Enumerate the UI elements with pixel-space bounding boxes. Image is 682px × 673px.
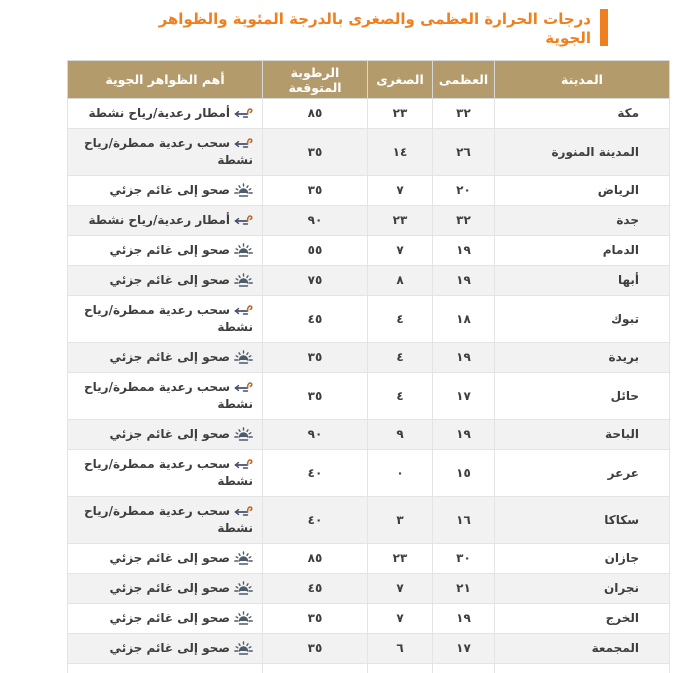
thunderstorm-wind-icon xyxy=(234,456,253,472)
table-row xyxy=(68,129,670,176)
humidity-cell: ٣٥ xyxy=(263,176,368,206)
phenomena-text: أمطار رعدية/رياح نشطة xyxy=(88,106,230,120)
sun-over-horizon-icon xyxy=(234,610,253,626)
min-temp-cell: ٣ xyxy=(368,497,433,544)
max-temp-cell: ٣٢ xyxy=(433,206,495,236)
city-cell: الرياض xyxy=(495,176,670,206)
min-temp-cell: ٧ xyxy=(368,176,433,206)
cutoff-row xyxy=(68,664,670,673)
humidity-cell: ٧٥ xyxy=(263,266,368,296)
city-cell: جازان xyxy=(495,544,670,574)
phenomena-cell xyxy=(68,266,263,296)
max-temp-cell: ٢٦ xyxy=(433,129,495,176)
thunderstorm-wind-icon xyxy=(234,105,253,121)
phenomena-text: سحب رعدية ممطرة/رياح نشطة xyxy=(84,136,253,167)
sun-over-horizon-icon xyxy=(234,349,253,365)
table-row xyxy=(68,450,670,497)
phenomena-text: سحب رعدية ممطرة/رياح نشطة xyxy=(84,504,253,535)
max-temp-cell: ١٧ xyxy=(433,373,495,420)
min-temp-cell: ٢٣ xyxy=(368,544,433,574)
page-title: درجات الحرارة العظمى والصغرى بالدرجة المئوية والظواهر الجوية xyxy=(158,10,591,47)
phenomena-cell xyxy=(68,176,263,206)
max-temp-cell: ١٨ xyxy=(433,296,495,343)
table-row xyxy=(68,420,670,450)
col-header-humidity: الرطوبة المتوقعة xyxy=(263,61,368,99)
city-cell: الباحة xyxy=(495,420,670,450)
min-temp-cell: ٤ xyxy=(368,373,433,420)
min-temp-cell: ٠ xyxy=(368,450,433,497)
max-temp-cell: ١٧ xyxy=(433,634,495,664)
thunderstorm-wind-icon xyxy=(234,302,253,318)
table-row xyxy=(68,343,670,373)
max-temp-cell: ١٩ xyxy=(433,343,495,373)
sun-over-horizon-icon xyxy=(234,580,253,596)
phenomena-text: سحب رعدية ممطرة/رياح نشطة xyxy=(84,380,253,411)
thunderstorm-wind-icon xyxy=(234,379,253,395)
phenomena-text: صحو إلى غائم جزئي xyxy=(109,273,230,287)
table-row xyxy=(68,497,670,544)
phenomena-text: صحو إلى غائم جزئي xyxy=(109,427,230,441)
city-cell: عرعر xyxy=(495,450,670,497)
min-temp-cell: ٧ xyxy=(368,604,433,634)
table-row xyxy=(68,373,670,420)
min-temp-cell: ٤ xyxy=(368,343,433,373)
max-temp-cell: ١٦ xyxy=(433,497,495,544)
sun-over-horizon-icon xyxy=(234,426,253,442)
city-cell: تبوك xyxy=(495,296,670,343)
table-row xyxy=(68,266,670,296)
phenomena-cell xyxy=(68,634,263,664)
phenomena-text: صحو إلى غائم جزئي xyxy=(109,641,230,655)
min-temp-cell: ٧ xyxy=(368,236,433,266)
table-row xyxy=(68,99,670,129)
humidity-cell: ٥٥ xyxy=(263,236,368,266)
phenomena-cell xyxy=(68,497,263,544)
humidity-cell: ٤٥ xyxy=(263,296,368,343)
min-temp-cell: ٢٣ xyxy=(368,206,433,236)
city-cell: نجران xyxy=(495,574,670,604)
phenomena-cell xyxy=(68,236,263,266)
city-cell: أبها xyxy=(495,266,670,296)
max-temp-cell: ١٥ xyxy=(433,450,495,497)
max-temp-cell: ١٩ xyxy=(433,420,495,450)
humidity-cell: ٣٥ xyxy=(263,129,368,176)
table-header xyxy=(68,61,670,99)
city-cell: بريدة xyxy=(495,343,670,373)
phenomena-cell xyxy=(68,129,263,176)
humidity-cell: ٨٥ xyxy=(263,99,368,129)
humidity-cell: ٤٠ xyxy=(263,497,368,544)
table-row xyxy=(68,296,670,343)
page-title-block xyxy=(0,9,608,48)
min-temp-cell: ١٤ xyxy=(368,129,433,176)
phenomena-cell xyxy=(68,604,263,634)
max-temp-cell: ١٩ xyxy=(433,236,495,266)
thunderstorm-wind-icon xyxy=(234,212,253,228)
city-cell: المجمعة xyxy=(495,634,670,664)
humidity-cell: ٣٥ xyxy=(263,343,368,373)
phenomena-text: أمطار رعدية/رياح نشطة xyxy=(88,213,230,227)
table-row xyxy=(68,206,670,236)
humidity-cell: ٩٠ xyxy=(263,420,368,450)
min-temp-cell: ٦ xyxy=(368,634,433,664)
city-cell: مكة xyxy=(495,99,670,129)
phenomena-cell xyxy=(68,574,263,604)
humidity-cell: ٣٥ xyxy=(263,373,368,420)
sun-over-horizon-icon xyxy=(234,242,253,258)
weather-table xyxy=(67,60,670,673)
thunderstorm-wind-icon xyxy=(234,135,253,151)
humidity-cell: ٣٥ xyxy=(263,634,368,664)
phenomena-text: سحب رعدية ممطرة/رياح نشطة xyxy=(84,457,253,488)
table-row xyxy=(68,574,670,604)
sun-over-horizon-icon xyxy=(234,640,253,656)
min-temp-cell: ٤ xyxy=(368,296,433,343)
max-temp-cell: ١٩ xyxy=(433,604,495,634)
phenomena-text: صحو إلى غائم جزئي xyxy=(109,243,230,257)
min-temp-cell: ٢٣ xyxy=(368,99,433,129)
phenomena-cell xyxy=(68,544,263,574)
city-cell: المدينة المنورة xyxy=(495,129,670,176)
sun-over-horizon-icon xyxy=(234,550,253,566)
max-temp-cell: ١٩ xyxy=(433,266,495,296)
phenomena-cell xyxy=(68,206,263,236)
city-cell: حائل xyxy=(495,373,670,420)
col-header-min-temp: الصغرى xyxy=(368,61,433,99)
city-cell: الخرج xyxy=(495,604,670,634)
humidity-cell: ٤٠ xyxy=(263,450,368,497)
phenomena-cell xyxy=(68,99,263,129)
thunderstorm-wind-icon xyxy=(234,503,253,519)
phenomena-text: صحو إلى غائم جزئي xyxy=(109,350,230,364)
table-row xyxy=(68,176,670,206)
phenomena-text: سحب رعدية ممطرة/رياح نشطة xyxy=(84,303,253,334)
max-temp-cell: ٣٠ xyxy=(433,544,495,574)
humidity-cell: ٨٥ xyxy=(263,544,368,574)
min-temp-cell: ٩ xyxy=(368,420,433,450)
phenomena-text: صحو إلى غائم جزئي xyxy=(109,551,230,565)
phenomena-cell xyxy=(68,343,263,373)
table-row xyxy=(68,236,670,266)
table-row xyxy=(68,544,670,574)
humidity-cell: ٤٥ xyxy=(263,574,368,604)
max-temp-cell: ٢٠ xyxy=(433,176,495,206)
table-row xyxy=(68,634,670,664)
phenomena-text: صحو إلى غائم جزئي xyxy=(109,581,230,595)
min-temp-cell: ٨ xyxy=(368,266,433,296)
phenomena-text: صحو إلى غائم جزئي xyxy=(109,611,230,625)
sun-over-horizon-icon xyxy=(234,272,253,288)
table-row xyxy=(68,604,670,634)
min-temp-cell: ٧ xyxy=(368,574,433,604)
col-header-max-temp: العظمى xyxy=(433,61,495,99)
col-header-city: المدينة xyxy=(495,61,670,99)
city-cell: جدة xyxy=(495,206,670,236)
phenomena-cell xyxy=(68,450,263,497)
phenomena-cell xyxy=(68,420,263,450)
humidity-cell: ٩٠ xyxy=(263,206,368,236)
phenomena-cell xyxy=(68,373,263,420)
city-cell: الدمام xyxy=(495,236,670,266)
sun-over-horizon-icon xyxy=(234,182,253,198)
phenomena-cell xyxy=(68,296,263,343)
max-temp-cell: ٢١ xyxy=(433,574,495,604)
humidity-cell: ٣٥ xyxy=(263,604,368,634)
city-cell: سكاكا xyxy=(495,497,670,544)
col-header-phenomena: أهم الظواهر الجوية xyxy=(68,61,263,99)
title-accent-bar xyxy=(600,9,608,46)
max-temp-cell: ٣٢ xyxy=(433,99,495,129)
phenomena-text: صحو إلى غائم جزئي xyxy=(109,183,230,197)
